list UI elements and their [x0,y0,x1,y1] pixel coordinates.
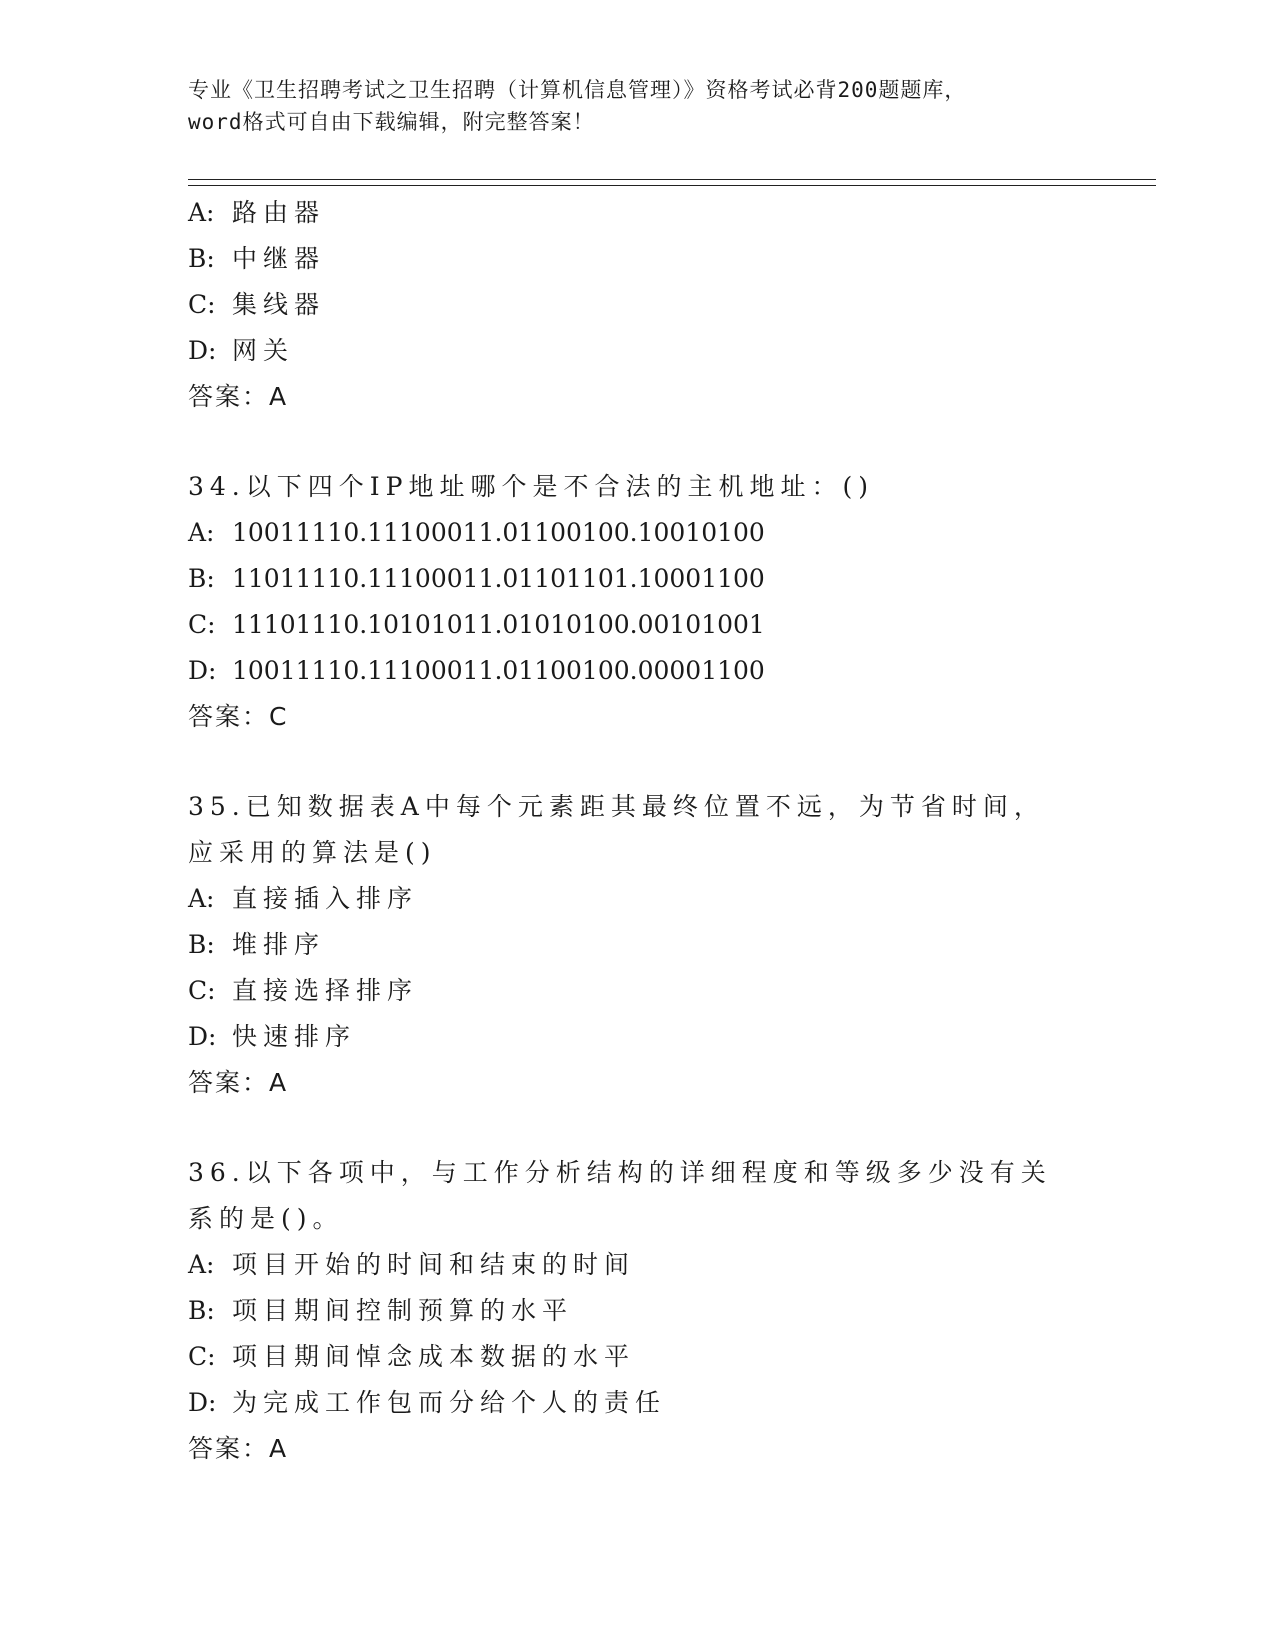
answer: 答案：A [188,382,289,411]
option-a: A: 路由器 [188,198,326,227]
question-34 [188,464,1088,740]
option-c: C: 项目期间悼念成本数据的水平 [188,1342,636,1371]
option-a: A: 直接插入排序 [188,884,419,913]
document-header [188,74,1088,138]
option-d: D: 为完成工作包而分给个人的责任 [188,1388,667,1417]
option-b: B: 堆排序 [188,930,326,959]
question-text: 36.以下各项中，与工作分析结构的详细程度和等级多少没有关系的是()。 [188,1158,1052,1233]
option-a: A: 项目开始的时间和结束的时间 [188,1250,636,1279]
header-line-2: word格式可自由下载编辑，附完整答案！ [188,110,595,134]
question-33 [188,190,1088,420]
answer: 答案：A [188,1434,289,1463]
header-divider-bottom [188,185,1156,186]
option-d: D: 快速排序 [188,1022,357,1051]
option-d: D: 10011110.11100011.01100100.00001100 [188,656,765,685]
option-c: C: 直接选择排序 [188,976,419,1005]
question-text: 34.以下四个IP地址哪个是不合法的主机地址：() [188,472,874,501]
option-c: C: 11101110.10101011.01010100.00101001 [188,610,765,639]
option-b: B: 中继器 [188,244,326,273]
option-a: A: 10011110.11100011.01100100.10010100 [188,518,765,547]
option-c: C: 集线器 [188,290,326,319]
option-b: B: 项目期间控制预算的水平 [188,1296,574,1325]
question-35 [188,784,1088,1106]
header-line-1: 专业《卫生招聘考试之卫生招聘（计算机信息管理）》资格考试必背200题题库， [188,78,967,102]
option-b: B: 11011110.11100011.01101101.10001100 [188,564,765,593]
option-d: D: 网关 [188,336,295,365]
question-text: 35.已知数据表A中每个元素距其最终位置不远，为节省时间，应采用的算法是() [188,792,1045,867]
answer: 答案：C [188,702,289,731]
header-divider-top [188,179,1156,180]
answer: 答案：A [188,1068,289,1097]
question-36 [188,1150,1088,1472]
question-list [188,190,1088,1472]
